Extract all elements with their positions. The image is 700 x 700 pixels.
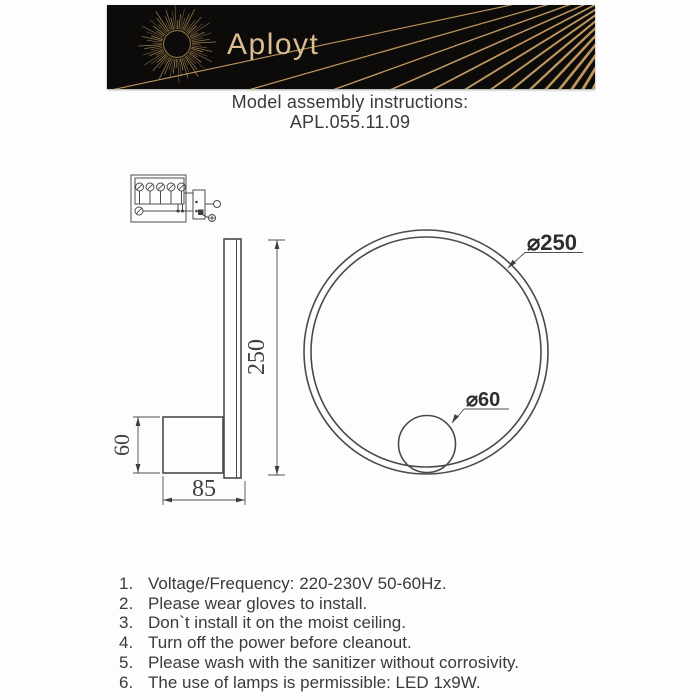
wall-mount-profile (163, 417, 223, 473)
ring-outer-circle (304, 230, 548, 474)
list-item (119, 613, 519, 633)
dimension-label-depth: 85 (192, 476, 216, 502)
mount-circle (399, 416, 456, 473)
brand-wordmark: Aployt (227, 28, 320, 61)
list-item-text: Voltage/Frequency: 220-230V 50-60Hz. (148, 574, 447, 593)
title-block (0, 93, 700, 132)
list-item (119, 574, 519, 594)
page-title: Model assembly instructions: (231, 92, 469, 112)
list-item-text: Please wear gloves to install. (148, 593, 368, 613)
list-item-text: Don`t install it on the moist ceiling. (148, 613, 406, 633)
list-item-text: Turn off the power before cleanout. (148, 633, 412, 653)
label-mount-diameter: ⌀60 (466, 389, 501, 411)
list-item-text: The use of lamps is permissible: LED 1x9W. (148, 672, 481, 692)
list-item (119, 653, 519, 673)
dimension-85 (163, 476, 245, 505)
list-item (119, 633, 519, 653)
technical-drawing (100, 160, 600, 520)
list-item (119, 673, 519, 693)
side-view-drawing (109, 239, 285, 505)
ring-inner-circle (311, 237, 541, 467)
leader-mount-diameter (452, 389, 509, 423)
front-view-drawing (304, 230, 583, 474)
label-ring-diameter: ⌀250 (527, 230, 577, 255)
banner-decoration (107, 5, 595, 89)
dimension-60 (109, 417, 160, 473)
list-item (119, 594, 519, 614)
brand-banner (107, 5, 595, 89)
wiring-schematic-icon (131, 175, 221, 222)
dimension-250 (244, 240, 285, 475)
dimension-label-height: 250 (244, 339, 270, 375)
list-item-text: Please wash with the sanitizer without corrosivity. (148, 652, 520, 672)
leader-ring-diameter (508, 230, 583, 268)
sunburst-center-disc (164, 31, 191, 58)
ring-profile (224, 239, 241, 478)
dimension-label-mount-height: 60 (109, 434, 134, 456)
model-number: APL.055.11.09 (289, 111, 411, 132)
instruction-list (119, 574, 519, 692)
